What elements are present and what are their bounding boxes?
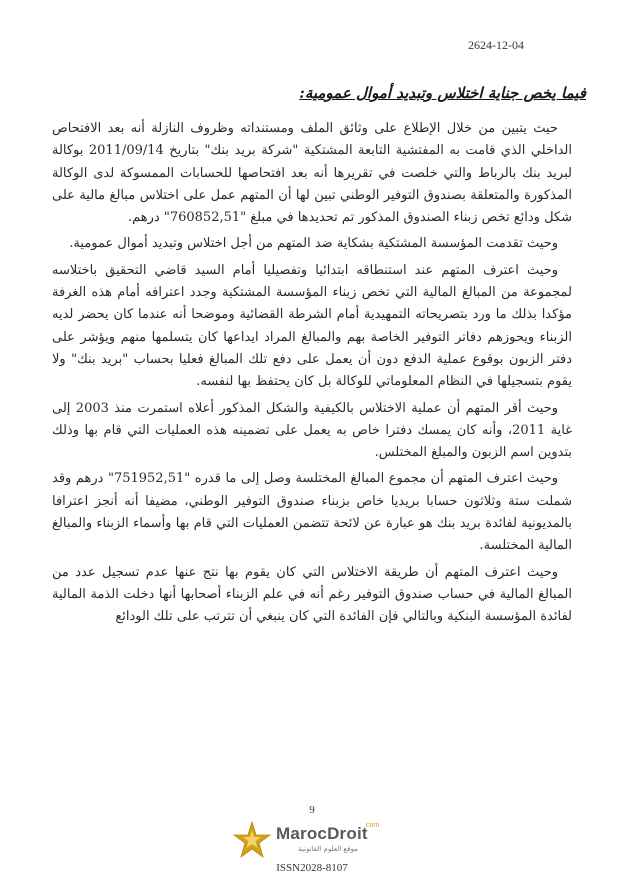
document-date: 2624-12-04 xyxy=(468,38,524,52)
paragraph: وحيث أقر المتهم أن عملية الاختلاس بالكيفية والشكل المذكور أعلاه استمرت منذ 2003 إلى غاية 2011، وأنه كان يمسك دفترا خاص به يعمل على تضمينه هذه العمليات التي قام بها وذلك بتدوين اسم الزبون والمبلغ المختلس. xyxy=(52,400,573,461)
paragraph: وحيث تقدمت المؤسسة المشتكية بشكاية ضد المتهم من أجل اختلاس وتبديد أموال عمومية. xyxy=(69,236,558,252)
star-icon xyxy=(232,820,272,860)
page-number: 9 xyxy=(309,804,315,816)
logo-tagline: موقع العلوم القانونية xyxy=(298,845,358,853)
issn-number: ISSN2028-8107 xyxy=(276,862,348,874)
logo-name: MarocDroit xyxy=(276,824,368,843)
section-heading: فيما يخص جناية اختلاس وتبديد أموال عمومية: xyxy=(299,84,586,102)
paragraph: وحيث اعترف المتهم أن مجموع المبالغ المختلسة وصل إلى ما قدره "751952,51" درهم وقد شملت ستة وثلاثون حسابا بريديا خاص بزبناء صندوق التوفير الوطني، مضيفا أنه أنجز اعترافا بالمديونية لفائدة بريد بنك هو عبارة عن لائحة تتضمن العمليات التي قام بها وأسماء الزبناء والمبالغ المالية المختلسة. xyxy=(52,471,572,554)
document-body xyxy=(52,118,572,633)
paragraph: حيث يتبين من خلال الإطلاع على وثائق الملف ومستنداته وظروف النازلة أنه بعد الافتحاص الداخلي الذي قامت به المفتشية التابعة المشتكية "شركة بريد بنك" بتاريخ 2011/09/14 بوكالة لبريد بنك بالرباط والتي خلصت في تقريرها أنه بعد افتحاصها للحسابات الممسوكة لدى الوكالة المذكورة والمتعلقة بصندوق التوفير الوطني تبين لها أن المتهم عمل على اختلاس مبالغ مالية على شكل ودائع تخص زبناء الصندوق المذكور تم تحديدها في مبلغ "760852,51" درهم. xyxy=(52,121,573,226)
paragraph: وحيث اعترف المتهم عند استنطاقه ابتدائيا وتفصيليا أمام السيد قاضي التحقيق باختلاسه لمجموعة من المبالغ المالية التي تخص زبناء المؤسسة المشتكية وجدد اعترافه أمام هذه الغرفة مؤكدا بذلك ما ورد بتصريحاته التمهيدية أمام الشرطة القضائية وموضحا أنه عندما كان يحضر لديه الزبناء ويحوزهم دفاتر التوفير الخاصة بهم والمبالغ المراد ايداعها كان يتسلمها منهم ويؤشر على دفتر الزبون بوقوع عملية الدفع دون أن يعمل على دفع تلك المبالغ فعليا بحساب "بريد بنك" ولا يقوم بتسجيلها في النظام المعلوماتي للوكالة بل كان يحتفظ بها لنفسه. xyxy=(52,262,572,390)
marocdroit-logo xyxy=(232,820,402,860)
logo-suffix: .com xyxy=(364,822,380,829)
paragraph: وحيث اعترف المتهم أن طريقة الاختلاس التي كان يقوم بها نتج عنها عدم تسجيل عدد من المبالغ المالية في حساب صندوق التوفير رغم أنه في علم الزبناء أصحابها أنها دخلت الذمة المالية لفائدة المؤسسة البنكية وبالتالي فإن الفائدة التي كان ينبغي أن تترتب على تلك الودائع xyxy=(52,564,572,625)
